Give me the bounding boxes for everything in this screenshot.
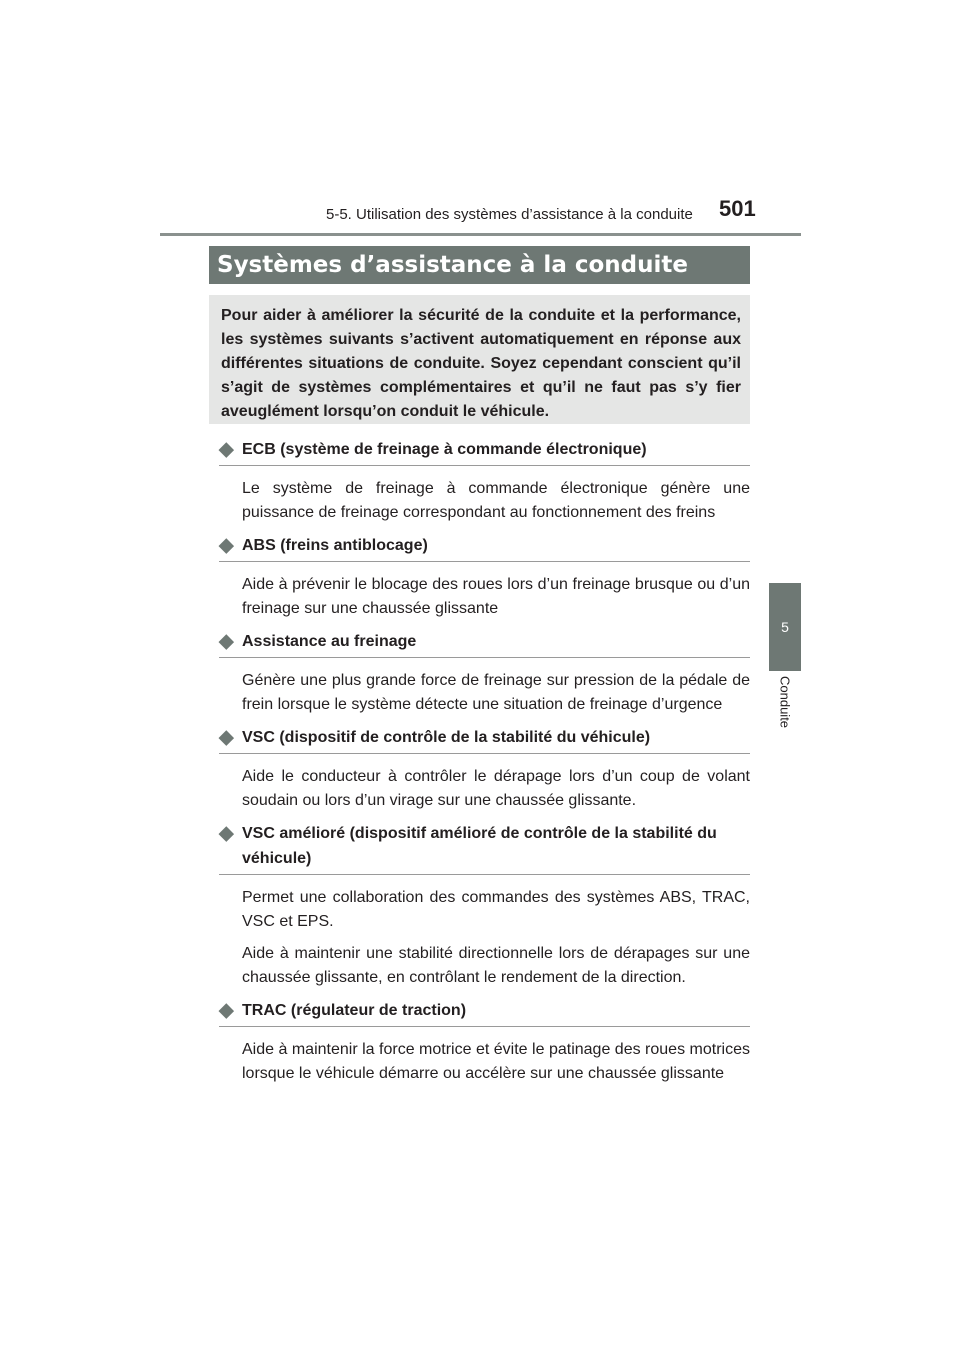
diamond-icon: ◆ bbox=[219, 1000, 234, 1021]
section-heading bbox=[219, 437, 750, 466]
intro-box bbox=[209, 295, 750, 424]
diamond-icon: ◆ bbox=[219, 439, 234, 460]
section-paragraph: Aide à maintenir une stabilité directionnelle lors de dérapages sur une chaussée glissante, en contrôlant le rendement de la direction. bbox=[242, 945, 750, 986]
chapter-label: Conduite bbox=[777, 676, 793, 729]
section-heading-text: TRAC (régulateur de traction) bbox=[242, 1002, 467, 1019]
section-paragraph: Aide le conducteur à contrôler le dérapage lors d’un coup de volant soudain ou lors d’un virage sur une chaussée glissante. bbox=[242, 768, 750, 809]
section-paragraph: Le système de freinage à commande électronique génère une puissance de freinage correspondant au fonctionnement des freins bbox=[242, 480, 750, 521]
header-divider bbox=[160, 233, 801, 236]
section-paragraph: Aide à maintenir la force motrice et évite le patinage des roues motrices lorsque le véhicule démarre ou accélère sur une chaussée glissante bbox=[242, 1041, 750, 1082]
section-abs bbox=[219, 533, 750, 621]
diamond-icon: ◆ bbox=[219, 823, 234, 844]
section-heading bbox=[219, 821, 750, 875]
section-paragraph: Permet une collaboration des commandes des systèmes ABS, TRAC, VSC et EPS. bbox=[242, 889, 750, 930]
section-heading bbox=[219, 725, 750, 754]
section-heading-text: ABS (freins antiblocage) bbox=[242, 537, 428, 554]
page-number: 501 bbox=[719, 196, 756, 221]
diamond-icon: ◆ bbox=[219, 727, 234, 748]
section-trac bbox=[219, 998, 750, 1086]
section-heading bbox=[219, 998, 750, 1027]
section-heading-text: ECB (système de freinage à commande électronique) bbox=[242, 441, 647, 458]
page-title-text: Systèmes d’assistance à la conduite bbox=[217, 252, 688, 278]
section-heading-text: Assistance au freinage bbox=[242, 633, 417, 650]
section-heading-text: VSC (dispositif de contrôle de la stabilité du véhicule) bbox=[242, 729, 651, 746]
intro-text: Pour aider à améliorer la sécurité de la conduite et la performance, les systèmes suivants s’activent automatiquement en réponse aux différentes situations de conduite. Soyez cependant conscient qu’il s’agit de systèmes complémentaires et qu’il ne faut pas s’y fier aveuglément lorsqu’on conduit le véhicule. bbox=[221, 307, 741, 420]
section-paragraph: Génère une plus grande force de freinage sur pression de la pédale de frein lorsque le système détecte une situation de freinage d’urgence bbox=[242, 672, 750, 713]
chapter-tab[interactable] bbox=[769, 583, 801, 671]
section-enhanced-vsc bbox=[219, 821, 750, 990]
section-list bbox=[219, 437, 750, 1094]
chapter-number: 5 bbox=[781, 619, 789, 635]
section-brake-assist bbox=[219, 629, 750, 717]
section-ecb bbox=[219, 437, 750, 525]
diamond-icon: ◆ bbox=[219, 631, 234, 652]
breadcrumb: 5-5. Utilisation des systèmes d’assistance à la conduite bbox=[326, 206, 693, 223]
page-title bbox=[209, 246, 750, 284]
section-paragraph: Aide à prévenir le blocage des roues lors d’un freinage brusque ou d’un freinage sur une chaussée glissante bbox=[242, 576, 750, 617]
section-heading bbox=[219, 533, 750, 562]
section-heading bbox=[219, 629, 750, 658]
section-heading-text: VSC amélioré (dispositif amélioré de contrôle de la stabilité du véhicule) bbox=[242, 825, 717, 867]
section-vsc bbox=[219, 725, 750, 813]
diamond-icon: ◆ bbox=[219, 535, 234, 556]
